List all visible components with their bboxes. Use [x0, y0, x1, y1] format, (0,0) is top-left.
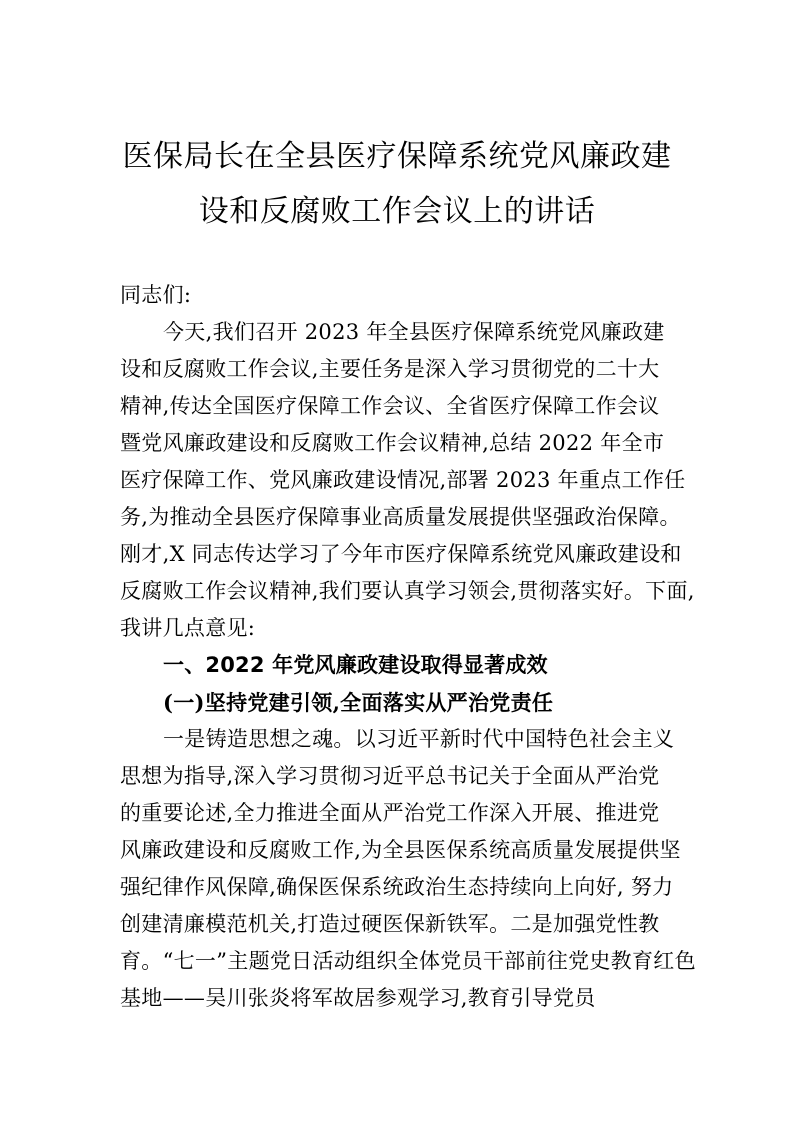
document-body: [120, 277, 696, 1017]
title-line: 医保局长在全县医疗保障系统党风廉政建: [122, 139, 672, 174]
paragraph-body: [120, 314, 695, 647]
text-line: 我讲几点意见:: [120, 616, 256, 640]
text-line: 同志们:: [120, 283, 192, 307]
paragraph-body: [120, 721, 696, 1017]
title-line: 设和反腐败工作会议上的讲话: [198, 194, 596, 229]
paragraph-heading1: [120, 647, 676, 684]
text-line: 强纪律作风保障,确保医保系统政治生态持续向上向好, 努力: [120, 875, 674, 899]
text-line: 务,为推动全县医疗保障事业高质量发展提供坚强政治保障。: [120, 505, 681, 529]
text-line: 风廉政建设和反腐败工作,为全县医保系统高质量发展提供坚: [120, 838, 681, 862]
document-title: [0, 129, 794, 239]
paragraph-salutation: [120, 277, 676, 314]
text-line: 的重要论述,全力推进全面从严治党工作深入开展、推进党: [120, 801, 660, 825]
text-line: 暨党风廉政建设和反腐败工作会议精神,总结 2022 年全市: [120, 431, 665, 455]
text-line: (一)坚持党建引领,全面落实从严治党责任: [163, 690, 554, 715]
text-line: 精神,传达全国医疗保障工作会议、全省医疗保障工作会议: [120, 394, 660, 418]
paragraph-heading2: [120, 684, 676, 721]
text-line: 育。“七一”主题党日活动组织全体党员干部前往党史教育红色: [120, 949, 696, 973]
text-line: 思想为指导,深入学习贯彻习近平总书记关于全面从严治党: [120, 764, 660, 788]
text-line: 今天,我们召开 2023 年全县医疗保障系统党风廉政建: [163, 320, 665, 344]
text-line: 基地——吴川张炎将军故居参观学习,教育引导党员: [120, 986, 596, 1010]
text-line: 医疗保障工作、党风廉政建设情况,部署 2023 年重点工作任: [120, 468, 686, 492]
text-line: 设和反腐败工作会议,主要任务是深入学习贯彻党的二十大: [120, 357, 660, 381]
text-line: 刚才,X 同志传达学习了今年市医疗保障系统党风廉政建设和: [120, 542, 682, 566]
text-line: 创建清廉模范机关,打造过硬医保新铁军。二是加强党性教: [120, 912, 660, 936]
text-line: 反腐败工作会议精神,我们要认真学习领会,贯彻落实好。下面,: [120, 579, 695, 603]
text-line: 一、2022 年党风廉政建设取得显著成效: [163, 653, 548, 677]
text-line: 一是铸造思想之魂。以习近平新时代中国特色社会主义: [163, 727, 675, 751]
